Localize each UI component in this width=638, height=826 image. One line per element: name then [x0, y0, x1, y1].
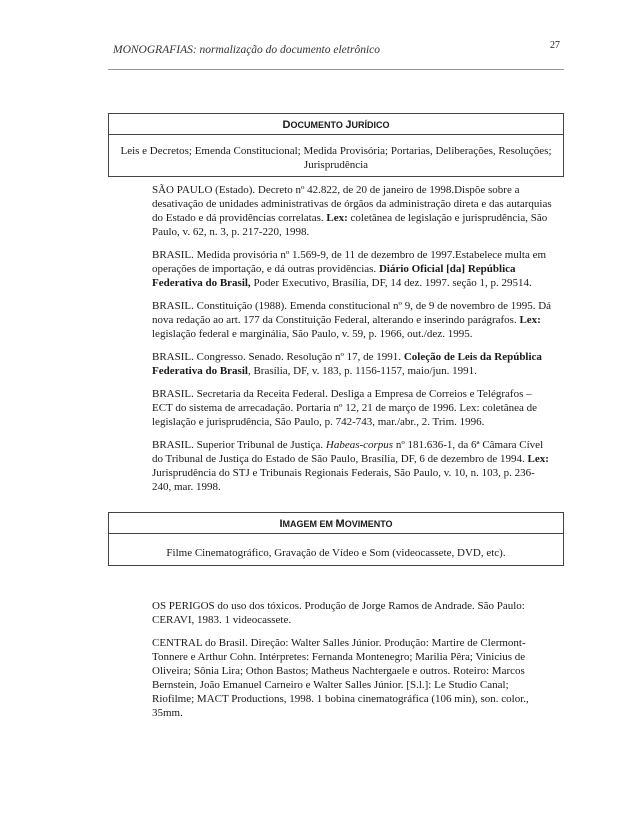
header-rule — [108, 69, 564, 70]
reference-entry: BRASIL. Medida provisória nº 1.569-9, de 11 de dezembro de 1997.Estabelece multa em operações de importação, e dá outras providências. Diário Oficial [da] República Federativa do Brasil, Poder Executivo, Brasília, DF, 14 dez. 1997. seção 1, p. 29514. — [152, 249, 547, 289]
reference-entry: BRASIL. Constituição (1988). Emenda constitucional nº 9, de 9 de novembro de 1995. Dá nova redação ao art. 177 da Constituição Federal, alterando e inserindo parágrafos. Lex: legislação federal e marginália, São Paulo, v. 59, p. 1966, out./dez. 1995. — [152, 300, 552, 340]
section-box-documento-juridico — [108, 113, 564, 177]
page-number: 27 — [550, 40, 560, 51]
reference-list-documento-juridico — [152, 183, 552, 503]
section-description: Filme Cinematográfico, Gravação de Vídeo e Som (videocassete, DVD, etc). — [166, 547, 506, 559]
section-description: Leis e Decretos; Emenda Constitucional; Medida Provisória; Portarias, Deliberações, Resoluções; Jurisprudência — [120, 145, 552, 171]
reference-list-imagem-em-movimento — [152, 599, 552, 729]
reference-entry: BRASIL. Congresso. Senado. Resolução nº 17, de 1991. Coleção de Leis da República Federativa do Brasil, Brasília, DF, v. 183, p. 1156-1157, maio/jun. 1991. — [152, 351, 542, 377]
reference-entry: SÃO PAULO (Estado). Decreto nº 42.822, de 20 de janeiro de 1998.Dispõe sobre a desativação de unidades administrativas de órgãos da administração direta e das autarquias do Estado e dá providências correlatas. Lex: coletânea de legislação e jurisprudência, São Paulo, v. 62, n. 3, p. 217-220, 1998. — [152, 184, 552, 238]
reference-entry: CENTRAL do Brasil. Direção: Walter Salles Júnior. Produção: Martire de Clermont-Tonnere e Arthur Cohn. Intérpretes: Fernanda Montenegro; Marilia Pêra; Vinicius de Oliveira; Sônia Lira; Othon Bastos; Matheus Nachtergaele e outros. Roteiro: Marcos Bernstein, João Emanuel Carneiro e Walter Salles Júnior. [S.l.]: Le Studio Canal; Riofilme; MACT Productions, 1998. 1 bobina cinematográfica (106 min), son. color., 35mm. — [152, 637, 529, 719]
section-title: DOCUMENTO JURÍDICO — [109, 114, 563, 135]
section-box-imagem-em-movimento — [108, 512, 564, 566]
section-title: IMAGEM EM MOVIMENTO — [109, 513, 563, 534]
running-header: MONOGRAFIAS: normalização do documento eletrônico — [113, 44, 381, 56]
reference-entry: OS PERIGOS do uso dos tóxicos. Produção de Jorge Ramos de Andrade. São Paulo: CERAVI, 1983. 1 videocassete. — [152, 600, 525, 626]
reference-entry: BRASIL. Secretaria da Receita Federal. Desliga a Empresa de Correios e Telégrafos – ECT do sistema de arrecadação. Portaria nº 12, 21 de março de 1996. Lex: coletânea de legislação e jurisprudência, São Paulo, p. 742-743, mar./abr., 2. Trim. 1996. — [152, 388, 537, 428]
reference-entry: BRASIL. Superior Tribunal de Justiça. Habeas-corpus nº 181.636-1, da 6ª Câmara Cível do Tribunal de Justiça do Estado de São Paulo, Brasília, DF, 6 de dezembro de 1994. Lex: Jurisprudência do STJ e Tribunais Regionais Federais, São Paulo, v. 10, n. 103, p. 236-240, mar. 1998. — [152, 439, 549, 493]
